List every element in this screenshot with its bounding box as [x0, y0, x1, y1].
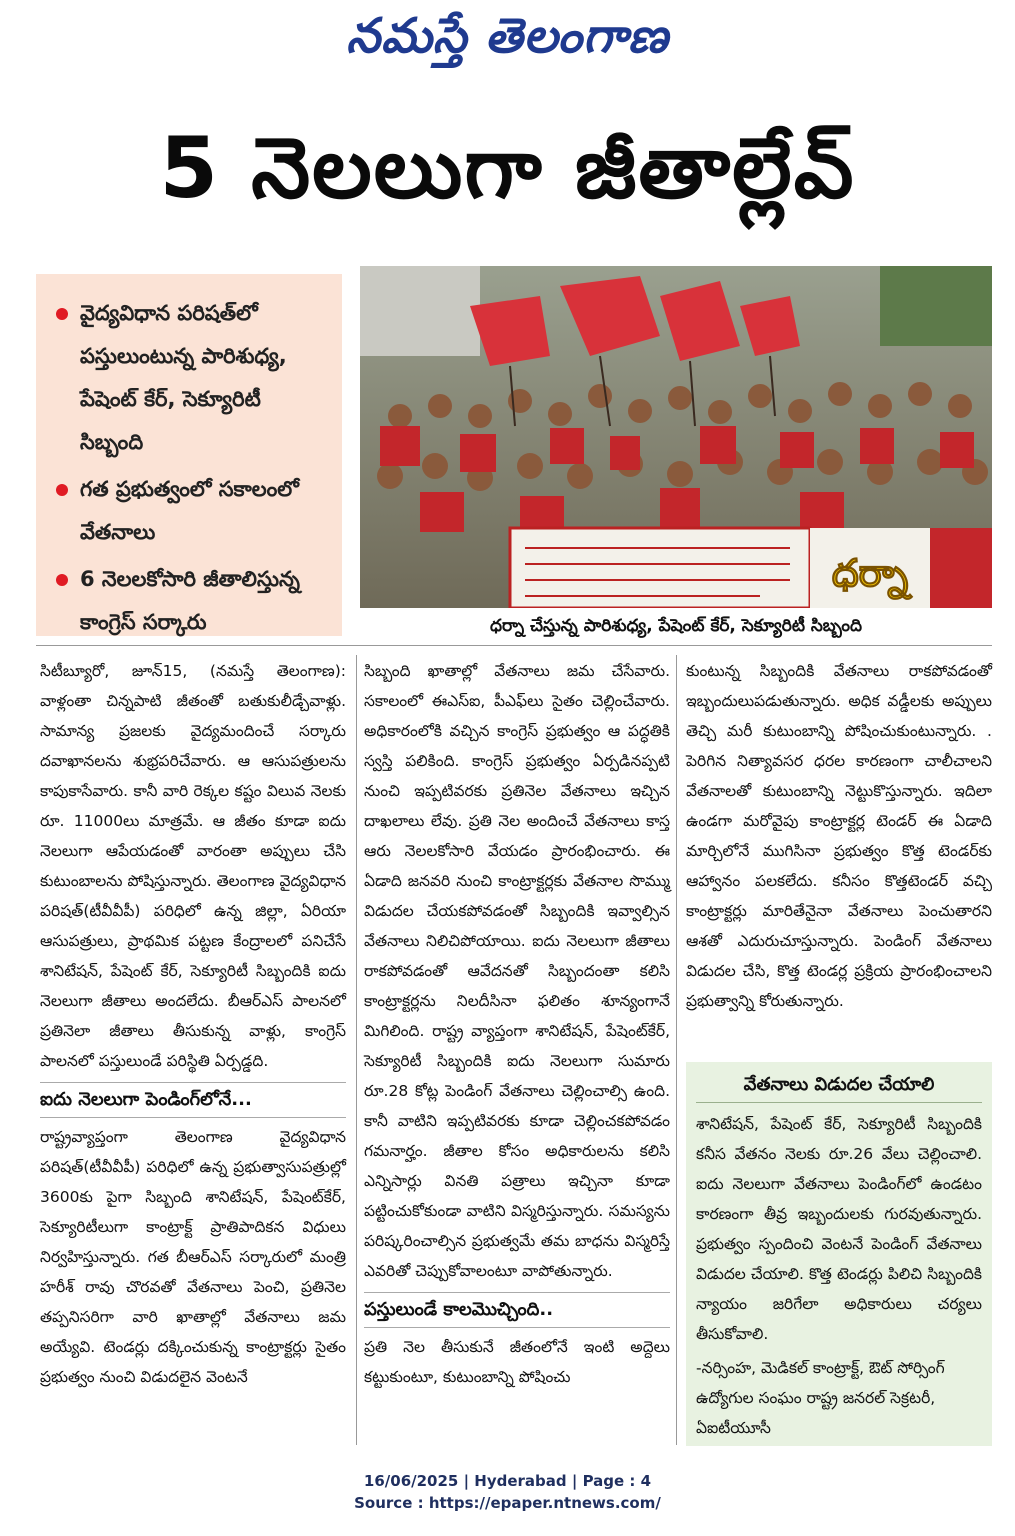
quote-sidebar	[686, 1062, 992, 1446]
article-paragraph: ప్రతి నెల తీసుకునే జీతంలోనే ఇంటి అద్దెలు కట్టుకుంటూ, కుటుంబాన్ని పోషించు	[364, 1338, 670, 1386]
article-column-1	[40, 656, 346, 1392]
article-paragraph: సిటీబ్యూరో, జూన్15, (నమస్తే తెలంగాణ): వాళ్లంతా చిన్నపాటి జీతంతో బతుకులీడ్చేవాళ్లు. సామాన్య ప్రజలకు వైద్యమందించే సర్కారు దవాఖానలను శుభ్రపరిచేవారు. ఆ ఆసుపత్రులను కాపుకాసేవారు. కానీ వారి రెక్కల కష్టం విలువ నెలకు రూ. 11000లు మాత్రమే. ఆ జీతం కూడా ఐదు నెలలుగా ఆపేయడంతో వారంతా అప్పులు చేసి కుటుంబాలను పోషిస్తున్నారు. తెలంగాణ వైద్యవిధాన పరిషత్(టీవీవీపీ) పరిధిలో ఉన్న జిల్లా, ఏరియా ఆసుపత్రులు, ప్రాథమిక పట్టణ కేంద్రాలలో పనిచేసే శానిటేషన్, పేషెంట్ కేర్, సెక్యూరిటీ సిబ్బందికి ఐదు నెలలుగా జీతాలు అందలేదు. బీఆర్ఎస్ పాలనలో ప్రతినెలా జీతాలు తీసుకున్న వాళ్లు, కాంగ్రెస్ పాలనలో పస్తులుండే పరిస్థితి ఏర్పడ్డది.	[40, 662, 346, 1070]
headline: 5 నెలలుగా జీతాల్లేవ్	[159, 119, 856, 217]
footer-date-line: 16/06/2025 | Hyderabad | Page : 4	[363, 1472, 652, 1490]
article-subhead: పస్తులుండే కాలమొచ్చింది..	[364, 1292, 670, 1328]
column-divider	[676, 655, 677, 1445]
article-paragraph: సిబ్బంది ఖాతాల్లో వేతనాలు జమ చేసేవారు. సకాలంలో ఈఎస్ఐ, పీఎఫ్‌లు సైతం చెల్లించేవారు. అధికారంలోకి వచ్చిన కాంగ్రెస్ ప్రభుత్వం ఆ పద్ధతికి స్వస్తి పలికింది. కాంగ్రెస్ ప్రభుత్వం ఏర్పడినప్పటి నుంచి ఇప్పటివరకు ప్రతినెల వేతనాలు ఇచ్చిన దాఖలాలు లేవు. ప్రతి నెల అందించే వేతనాలు కాస్త ఆరు నెలలకోసారి వేయడం ప్రారంభించారు. ఈ ఏడాది జనవరి నుంచి కాంట్రాక్టర్లకు వేతనాల సొమ్ము విడుదల చేయకపోవడంతో సిబ్బందికి ఇవ్వాల్సిన వేతనాలు నిలిచిపోయాయి. ఐదు నెలలుగా జీతాలు రాకపోవడంతో ఆవేదనతో సిబ్బందంతా కలిసి కాంట్రాక్టర్లను నిలదీసినా ఫలితం శూన్యంగానే మిగిలింది. రాష్ట్ర వ్యాప్తంగా శానిటేషన్, పేషెంట్‌కేర్, సెక్యూరిటీ సిబ్బందికి ఐదు నెలలుగా సుమారు రూ.28 కోట్ల పెండింగ్ వేతనాలు చెల్లించాల్సి ఉంది. కానీ వాటిని ఇప్పటివరకు కూడా చెల్లించకపోవడం గమనార్హం. జీతాల కోసం అధికారులను కలిసి ఎన్నిసార్లు వినతి పత్రాలు ఇచ్చినా కూడా పట్టించుకోకుండా వాటిని విస్మరిస్తున్నారు. సమస్యను పరిష్కరించాల్సిన ప్రభుత్వమే తమ బాధను విస్మరిస్తే ఎవరితో చెప్పుకోవాలంటూ వాపోతున్నారు.	[364, 662, 670, 1280]
masthead-logo: నమస్తే తెలంగాణ	[346, 8, 669, 64]
divider	[36, 645, 992, 646]
protest-photo	[360, 266, 992, 608]
column-divider	[356, 655, 357, 1445]
sidebar-body: శానిటేషన్, పేషెంట్ కేర్, సెక్యూరిటీ సిబ్బందికి కనీస వేతనం నెలకు రూ.26 వేలు చెల్లించాలి. ఐదు నెలలుగా వేతనాలు పెండింగ్‌లో ఉండటం కారణంగా తీవ్ర ఇబ్బందులకు గురవుతున్నారు. ప్రభుత్వం స్పందించి వెంటనే పెండింగ్ వేతనాలు విడుదల చేయాలి. కొత్త టెండర్లు పిలిచి సిబ్బందికి న్యాయం జరిగేలా అధికారులు చర్యలు తీసుకోవాలి.	[696, 1115, 982, 1343]
page-footer	[0, 1470, 1015, 1514]
photo-caption: ధర్నా చేస్తున్న పారిశుధ్య, పేషెంట్ కేర్, సెక్యూరిటీ సిబ్బంది	[490, 616, 862, 636]
bullet-dot-icon	[56, 308, 68, 320]
article-column-2	[364, 656, 670, 1392]
article-subhead: ఐదు నెలలుగా పెండింగ్‌లోనే...	[40, 1082, 346, 1118]
sidebar-signature: -నర్సింహ, మెడికల్ కాంట్రాక్ట్, ఔట్ సోర్సింగ్ ఉద్యోగుల సంఘం రాష్ట్ర జనరల్ సెక్రటరీ, ఏఐటీయూసీ	[696, 1359, 945, 1437]
bullet-dot-icon	[56, 574, 68, 586]
highlights-box	[36, 274, 342, 636]
highlight-item: వైద్యవిధాన పరిషత్‌లో పస్తులుంటున్న పారిశుధ్య, పేషెంట్ కేర్, సెక్యూరిటీ సిబ్బంది	[54, 292, 328, 464]
article-paragraph: కుంటున్న సిబ్బందికి వేతనాలు రాకపోవడంతో ఇబ్బందులుపడుతున్నారు. అధిక వడ్డీలకు అప్పులు తెచ్చి మరీ కుటుంబాన్ని పోషించుకుంటున్నారు. . పెరిగిన నిత్యావసర ధరల కారణంగా చాలీచాలని వేతనాలతో కుటుంబాన్ని నెట్టుకొస్తున్నారు. ఇదిలా ఉండగా మరోవైపు కాంట్రాక్టర్ల టెండర్ ఈ ఏడాది మార్చిలోనే ముగిసినా ప్రభుత్వం కొత్త టెండర్‌కు ఆహ్వానం పలకలేదు. కనీసం కొత్తటెండర్ వచ్చి కాంట్రాక్టర్లు మారితేనైనా వేతనాలు పెంచుతారని ఆశతో ఎదురుచూస్తున్నారు. పెండింగ్ వేతనాలు విడుదల చేసి, కొత్త టెండర్ల ప్రక్రియ ప్రారంభించాలని ప్రభుత్వాన్ని కోరుతున్నారు.	[686, 662, 992, 1010]
article-column-3	[686, 656, 992, 1016]
article-paragraph: రాష్ట్రవ్యాప్తంగా తెలంగాణ వైద్యవిధాన పరిషత్(టీవీవీపీ) పరిధిలో ఉన్న ప్రభుత్వాసుపత్రుల్లో 3600కు పైగా సిబ్బంది శానిటేషన్, పేషెంట్‌కేర్, సెక్యూరిటీలుగా కాంట్రాక్ట్ ప్రాతిపాదికన విధులు నిర్వహిస్తున్నారు. గత బీఆర్ఎస్ సర్కారులో మంత్రి హరీశ్ రావు చొరవతో వేతనాలు పెంచి, ప్రతినెల తప్పనిసరిగా వారి ఖాతాల్లో వేతనాలు జమ అయ్యేవి. టెండర్లు దక్కించుకున్న కాంట్రాక్టర్లు సైతం ప్రభుత్వం నుంచి విడుదలైన వెంటనే	[40, 1128, 346, 1386]
footer-source-line: Source : https://epaper.ntnews.com/	[354, 1494, 661, 1512]
highlight-item: గత ప్రభుత్వంలో సకాలంలో వేతనాలు	[54, 468, 328, 554]
highlight-item: 6 నెలలకోసారి జీతాలిస్తున్న కాంగ్రెస్ సర్కారు	[54, 558, 328, 644]
banner-text: ధర్నా	[831, 551, 909, 595]
sidebar-title: వేతనాలు విడుదల చేయాలి	[696, 1068, 982, 1103]
bullet-dot-icon	[56, 484, 68, 496]
